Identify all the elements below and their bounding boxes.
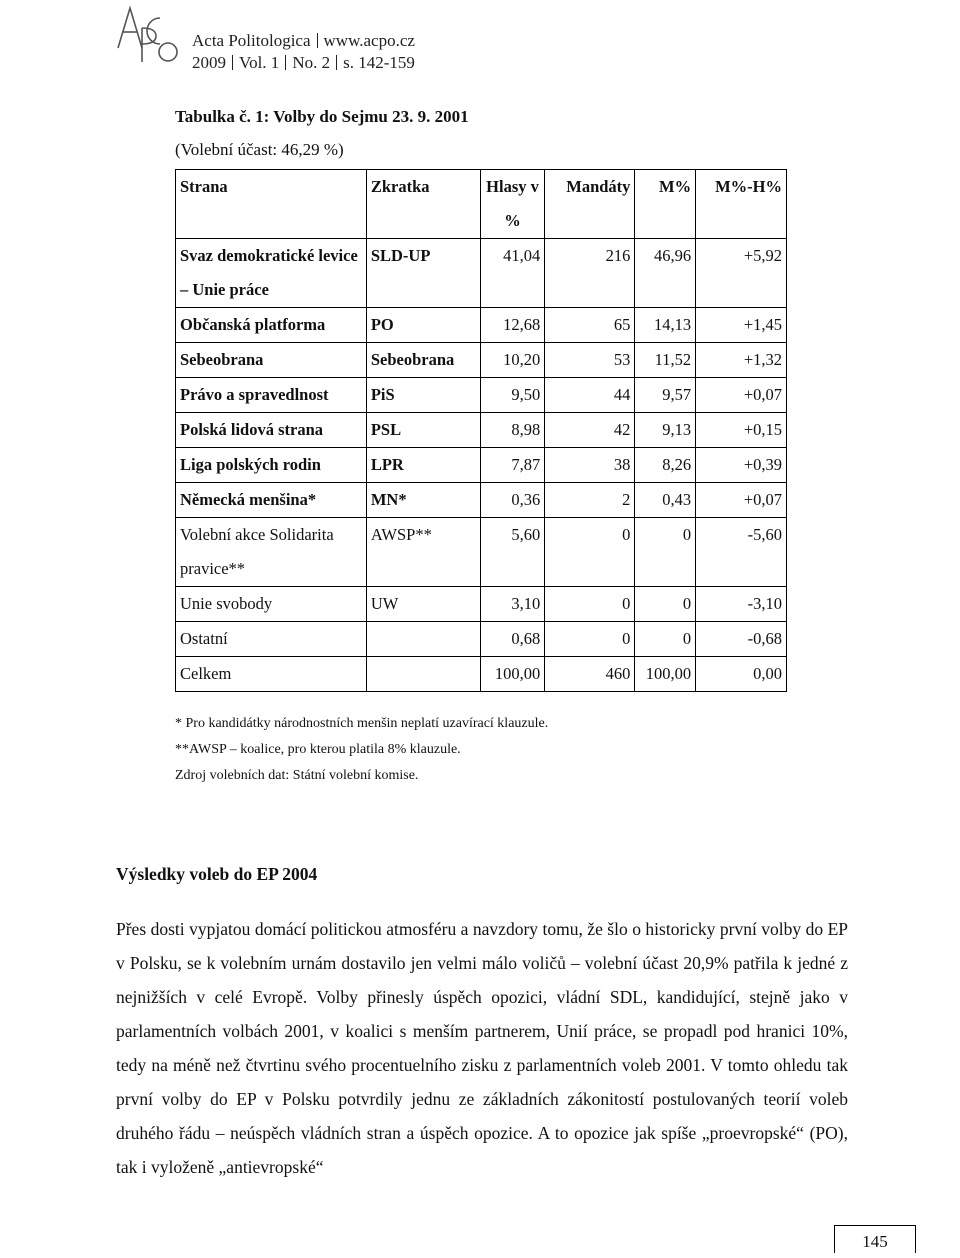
table-cell: 9,57 (635, 378, 696, 413)
party-name: Unie svobody (176, 587, 367, 622)
table-cell: +5,92 (696, 239, 787, 308)
table-cell: 0,00 (696, 657, 787, 692)
table-cell: +0,07 (696, 378, 787, 413)
table-cell: 2 (545, 483, 635, 518)
journal-logo (112, 4, 182, 66)
journal-header (192, 30, 415, 74)
table-cell: 5,60 (480, 518, 545, 587)
party-name: Celkem (176, 657, 367, 692)
table-row (176, 378, 787, 413)
table-row (176, 587, 787, 622)
table-cell: 14,13 (635, 308, 696, 343)
journal-volume: Vol. 1 (239, 53, 280, 72)
page-number: 145 (834, 1225, 916, 1253)
table-cell: 0 (635, 622, 696, 657)
table-cell: +1,32 (696, 343, 787, 378)
party-name: Právo a spravedlnost (176, 378, 367, 413)
table-cell: 100,00 (480, 657, 545, 692)
party-name: Svaz demokratické levice – Unie práce (176, 239, 367, 308)
separator (232, 55, 233, 70)
party-name: Občanská platforma (176, 308, 367, 343)
table-cell: 44 (545, 378, 635, 413)
table-cell: -3,10 (696, 587, 787, 622)
party-abbr: PSL (366, 413, 480, 448)
table-cell: 0 (635, 518, 696, 587)
party-name: Ostatní (176, 622, 367, 657)
table-row (176, 657, 787, 692)
table-cell: +0,07 (696, 483, 787, 518)
table-cell: 38 (545, 448, 635, 483)
table-cell: 10,20 (480, 343, 545, 378)
party-abbr: AWSP** (366, 518, 480, 587)
party-abbr: LPR (366, 448, 480, 483)
table-cell: 216 (545, 239, 635, 308)
table-row (176, 518, 787, 587)
separator (317, 33, 318, 48)
table-cell: 0,43 (635, 483, 696, 518)
table-cell: 12,68 (480, 308, 545, 343)
column-header: Mandáty (545, 170, 635, 239)
separator (285, 55, 286, 70)
table-cell: 100,00 (635, 657, 696, 692)
section-heading: Výsledky voleb do EP 2004 (116, 864, 318, 884)
party-abbr: MN* (366, 483, 480, 518)
table-notes (175, 711, 548, 789)
note-source: Zdroj volebních dat: Státní volební komise. (175, 768, 419, 783)
party-abbr (366, 657, 480, 692)
table-cell: 9,13 (635, 413, 696, 448)
party-abbr: UW (366, 587, 480, 622)
table-cell: 0 (545, 518, 635, 587)
table-cell: 0 (545, 622, 635, 657)
table-cell: 0 (545, 587, 635, 622)
journal-name: Acta Politologica (192, 31, 311, 50)
table-caption: Tabulka č. 1: Volby do Sejmu 23. 9. 2001 (175, 107, 469, 126)
table-cell: 8,26 (635, 448, 696, 483)
section-paragraph: Přes dosti vypjatou domácí politickou atmosféru a navzdory tomu, že šlo o historicky první volby do EP v Polsku, se k volebním urnám dostavilo jen velmi málo voličů – volební účast 20,9% patřila k jedné z nejnižších v celé Evropě. Volby přinesly úspěch opozici, vládní SDL, kandidující, stejně jako v parlamentních volbách 2001, v koalici s menším partnerem, Unií práce, se propadl pod hranici 10%, tedy na méně než čtvrtinu svého procentuelního zisku z parlamentních voleb 2001. V tomto ohledu tak první volby do EP v Polsku potvrdily jednu ze základních zákonitostí postulovaných teorií voleb druhého řádu – neúspěch vládních stran a úspěch opozice. A to opozice jak spíše „proevropské“ (PO), tak i vyloženě „antievropské“ (116, 919, 848, 1177)
table-cell: 9,50 (480, 378, 545, 413)
party-abbr: PO (366, 308, 480, 343)
table-row (176, 343, 787, 378)
table-cell: 65 (545, 308, 635, 343)
column-header: Strana (176, 170, 367, 239)
table-cell: 11,52 (635, 343, 696, 378)
election-results-table (175, 169, 787, 692)
column-header: Zkratka (366, 170, 480, 239)
column-header: Hlasy v % (480, 170, 545, 239)
party-abbr: PiS (366, 378, 480, 413)
journal-pages: s. 142-159 (343, 53, 415, 72)
table-cell: 0 (635, 587, 696, 622)
party-name: Liga polských rodin (176, 448, 367, 483)
party-name: Sebeobrana (176, 343, 367, 378)
table-cell: -0,68 (696, 622, 787, 657)
table-cell: 42 (545, 413, 635, 448)
table-cell: 46,96 (635, 239, 696, 308)
column-header: M%-H% (696, 170, 787, 239)
table-cell: 3,10 (480, 587, 545, 622)
party-abbr: SLD-UP (366, 239, 480, 308)
table-cell: 0,68 (480, 622, 545, 657)
table-cell: 7,87 (480, 448, 545, 483)
table-cell: 8,98 (480, 413, 545, 448)
party-abbr: Sebeobrana (366, 343, 480, 378)
table-cell: +1,45 (696, 308, 787, 343)
party-name: Volební akce Solidarita pravice** (176, 518, 367, 587)
separator (336, 55, 337, 70)
column-header: M% (635, 170, 696, 239)
table-cell: 460 (545, 657, 635, 692)
table-subtitle: (Volební účast: 46,29 %) (175, 140, 344, 159)
table-row (176, 308, 787, 343)
table-row (176, 622, 787, 657)
journal-year: 2009 (192, 53, 226, 72)
table-header-row (176, 170, 787, 239)
table-row (176, 483, 787, 518)
note-minorities: * Pro kandidátky národnostních menšin neplatí uzavírací klauzule. (175, 716, 549, 731)
journal-issue: No. 2 (292, 53, 331, 72)
party-abbr (366, 622, 480, 657)
table-row (176, 448, 787, 483)
table-row (176, 239, 787, 308)
journal-url: www.acpo.cz (323, 31, 415, 50)
table-cell: -5,60 (696, 518, 787, 587)
party-name: Polská lidová strana (176, 413, 367, 448)
table-cell: 0,36 (480, 483, 545, 518)
table-cell: +0,39 (696, 448, 787, 483)
note-awsp: **AWSP – koalice, pro kterou platila 8% klauzule. (175, 742, 461, 757)
table-row (176, 413, 787, 448)
table-cell: 41,04 (480, 239, 545, 308)
table-cell: 53 (545, 343, 635, 378)
party-name: Německá menšina* (176, 483, 367, 518)
table-cell: +0,15 (696, 413, 787, 448)
